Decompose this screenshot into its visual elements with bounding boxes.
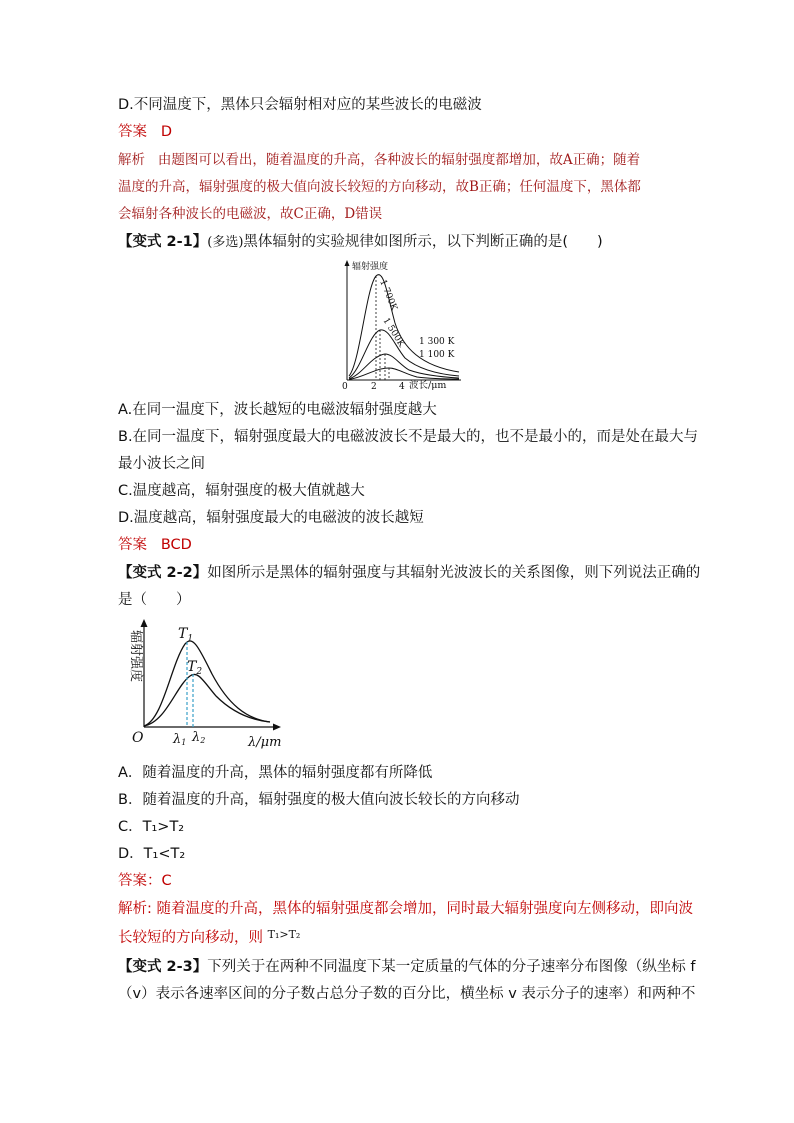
label-1100k: 1 100 K	[419, 350, 455, 360]
question-2-3-stem-1	[118, 957, 695, 977]
answer-value: BCD	[160, 537, 192, 553]
blackbody-chart-1	[333, 258, 473, 394]
label-lambda-1-main: λ	[173, 732, 182, 747]
y-axis-label: 辐射强度	[128, 630, 143, 683]
explanation-text: 长较短的方向移动，则	[118, 930, 263, 946]
multi-select-note: (多选)	[207, 235, 244, 250]
option-c: C.温度越高，辐射强度的极大值就越大	[118, 483, 365, 499]
question-2-1-stem	[118, 232, 603, 253]
label-1300k: 1 300 K	[419, 337, 455, 347]
option-b: B．随着温度的升高，辐射强度的极大值向波长较长的方向移动	[118, 792, 520, 808]
explanation-line-3: 会辐射各种波长的电磁波，故C正确，D错误	[118, 206, 383, 222]
label-lambda-2	[191, 730, 205, 745]
x-axis-label: λ/μm	[248, 735, 282, 750]
question-2-3-stem-2: （v）表示各速率区间的分子数占总分子数的百分比，横坐标 v 表示分子的速率）和两种不	[118, 986, 696, 1002]
question-tag: 【变式 2-1】	[118, 234, 208, 250]
answer-value: D	[160, 124, 172, 140]
label-t2	[187, 659, 202, 677]
y-axis-arrow	[345, 260, 350, 266]
explanation-2-2-line-1: 解析: 随着温度的升高，黑体的辐射强度都会增加，同时最大辐射强度向左侧移动，即向波	[118, 901, 693, 917]
explanation-text-1: 由题图可以看出，随着温度的升高，各种波长的辐射强度都增加，故A正确；随着	[157, 152, 641, 168]
tick-2: 2	[371, 382, 377, 392]
option-d: D.温度越高，辐射强度最大的电磁波的波长越短	[118, 510, 424, 526]
label-lambda-1-sub: 1	[181, 738, 187, 747]
tick-4: 4	[399, 382, 405, 392]
label-1500k: 1 500K	[380, 316, 407, 350]
question-2-2-stem-1	[118, 563, 700, 583]
label-t1	[178, 626, 193, 644]
answer-row-2-1	[118, 535, 192, 555]
blackbody-chart-2	[118, 616, 288, 752]
label-lambda-2-main: λ	[192, 730, 201, 745]
explanation-line-1	[118, 150, 640, 170]
label-lambda-1	[172, 732, 186, 747]
curve-1700k	[349, 275, 459, 376]
x-axis-arrow	[273, 724, 281, 731]
label-t1-sub: 1	[187, 634, 194, 644]
answer-label: 答案	[118, 124, 147, 140]
option-b-line-1: B.在同一温度下，辐射强度最大的电磁波波长不是最大的，也不是最小的，而是处在最大与	[118, 429, 699, 445]
tick-0: 0	[342, 382, 348, 392]
question-tag: 【变式 2-2】	[118, 565, 208, 581]
label-1700k: 1 700K	[377, 278, 399, 313]
answer-row-2-2	[118, 871, 172, 891]
option-d-text: D.不同温度下，黑体只会辐射相对应的某些波长的电磁波	[118, 97, 482, 113]
y-axis-arrow	[141, 619, 148, 627]
option-c: C．T₁>T₂	[118, 819, 185, 835]
option-a: A．随着温度的升高，黑体的辐射强度都有所降低	[118, 765, 433, 781]
formula: T₁>T₂	[267, 928, 301, 941]
label-lambda-2-sub: 2	[200, 736, 206, 745]
y-axis-label: 辐射强度	[352, 262, 389, 272]
question-2-2-stem-2: 是（ ）	[118, 592, 191, 608]
label-t1-main: T	[178, 626, 188, 642]
answer-value: C	[161, 873, 172, 889]
explanation-label: 解析	[118, 152, 145, 168]
x-axis-label: 波长/μm	[409, 380, 447, 391]
origin-label: O	[132, 730, 144, 746]
option-d: D．T₁<T₂	[118, 846, 186, 862]
answer-label: 答案：	[118, 873, 162, 889]
option-a: A.在同一温度下，波长越短的电磁波辐射强度越大	[118, 402, 437, 418]
question-stem: 如图所示是黑体的辐射强度与其辐射光波波长的关系图像，则下列说法正确的	[207, 565, 701, 581]
question-stem: 下列关于在两种不同温度下某一定质量的气体的分子速率分布图像（纵坐标 f	[207, 959, 696, 975]
question-tag: 【变式 2-3】	[118, 959, 208, 975]
answer-row	[118, 122, 172, 142]
label-t2-main: T	[187, 659, 197, 675]
explanation-line-2: 温度的升高，辐射强度的极大值向波长较短的方向移动，故B正确；任何温度下，黑体都	[118, 179, 641, 195]
label-t2-sub: 2	[196, 667, 203, 677]
option-b-line-2: 最小波长之间	[118, 456, 205, 472]
answer-label: 答案	[118, 537, 147, 553]
explanation-2-2-line-2	[118, 928, 300, 949]
question-stem: 黑体辐射的实验规律如图所示，以下判断正确的是( )	[243, 234, 603, 250]
